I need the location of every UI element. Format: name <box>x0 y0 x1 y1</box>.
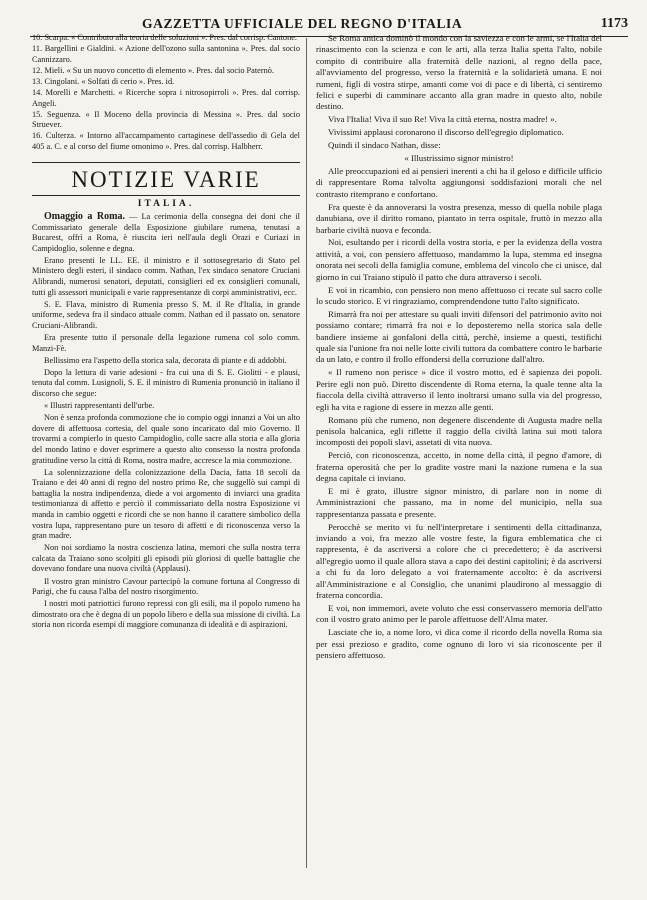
section-title: NOTIZIE VARIE <box>32 167 300 196</box>
article-paragraph: Bellissimo era l'aspetto della storica sala, decorata di piante e di addobbi. <box>44 355 287 365</box>
article-paragraph: Romano più che rumeno, non degenere discendente di Augusta madre nella penisola balcanica, egli riflette il raggio della civiltà latina sui moti talora incomposti dei popoli slavi, assetati di vita nuova. <box>316 414 602 448</box>
section-subtitle: ITALIA. <box>137 198 195 209</box>
list-item: 13. Cingolani. « Solfati di cerio ». Pres. id. <box>32 76 175 86</box>
article-paragraph: E mi è grato, illustre signor ministro, di parlare non in nome di Amministrazioni che passano, ma in nome del municipio, nella sua rappresentanza passata e presente. <box>316 485 602 519</box>
article-lead: Omaggio a Roma. <box>44 210 125 222</box>
article-paragraph: Rimarrà fra noi per attestare su quali inviti difensori del patrimonio avito noi possiamo contare; rimarrà fra noi e lo deposteremo nella storica sala delle bandiere insieme ai gonfaloni della città, perchè, insieme a questi, testifichi quale sia l'unione fra noi nelle lotte civili tuttora da combattere contro le barbarie da un lato, e contro il frollo effondersi della corruzione dall'altro. <box>316 308 602 365</box>
list-item: 10. Scarpa. « Contributo alla teoria delle soluzioni ». Pres. dal corrisp. Cantone. <box>32 33 297 42</box>
article-paragraph: E voi, non immemori, avete voluto che essi conservassero memoria dell'atto con il vostro grato animo per le parole affettuose dell'Alma mater. <box>316 603 602 625</box>
article-paragraph: « Il rumeno non perisce » dice il vostro motto, ed è sapienza dei popoli. Perire egli non può. Diretto discendente di Roma eterna, la quale tenne alta la fiaccola della civiltà attraverso il lento inoltrarsi umano sulla via del progresso, egli ha vita e ragione di essere in mezzo alle genti. <box>316 367 602 412</box>
speech-salutation: « Illustrissimo signor ministro! <box>404 153 514 164</box>
article-paragraph: Fra queste è da annoverarsi la vostra presenza, messo di quella nobile plaga danubiana, ove il diritto romano, piantato in terra ospitale, fruttò in mezzo alla barbarie civiltà nuova e feconda. <box>316 201 602 235</box>
list-item: 11. Bargellini e Gialdini. « Azione dell'ozono sulla santonina ». Pres. dal socio Cannizzaro. <box>32 44 300 64</box>
article-paragraph: Viva l'Italia! Viva il suo Re! Viva la città eterna, nostra madre! ». <box>328 114 557 125</box>
article-paragraph: La solennizzazione della colonizzazione della Dacia, fatta 18 secoli da Traiano e dei 40 anni di regno del nostro primo Re, che suggellò sui campi di battaglia la nostra indipendenza, diede a voi argomento di inviarci una gradita testimonianza di affetto e perciò il commissariato della nostra Esposizione vi manda in cambio oggetti e ricordi che se non hanno il carattere simbolico della vostra lupa, rappresentano pure un tesoro di affetti e di riconoscenza verso la gran madre. <box>32 467 300 541</box>
article-paragraph: Erano presenti le LL. EE. il ministro e il sottosegretario di Stato pel Ministero degli esteri, il sindaco comm. Nathan, l'ex sindaco senatore Cruciani Alibrandi, numerosi senatori, deputati, consiglieri ed ex consiglieri comunali, tutti gli assessori municipali e varie rappresentanze di corpi amministrativi, ecc. <box>32 255 300 297</box>
column-divider <box>306 38 307 868</box>
article-paragraph: Vivissimi applausi coronarono il discorso dell'egregio diplomatico. <box>328 127 564 138</box>
article-paragraph: Perocchè se merito vi fu nell'interpretare i sentimenti della cittadinanza, inviando a voi, fra mezzo alle vostre feste, la figura emblematica che ci rappresenta, è da ascriversi a colore che ci precedettero; è da ascriversi all'egregio uomo il quale allora stava a capo dei destini capitolini; è da ascriversi a chi fu da loro delegato a voi fraternamente accolto: è da ascriversi all'Amministrazione e al Consiglio, che unanimi plaudirono al messaggio di fraterna concordia. <box>316 521 602 601</box>
article-paragraph: I nostri moti patriottici furono repressi con gli esili, ma il popolo rumeno ha dimostrato ora che è degna di un popolo libero e della sua missione di civiltà. La storia non ricorda esempi di maggiore comunanza di idealità e di aspirazioni. <box>32 599 300 630</box>
article-paragraph: Non noi sordiamo la nostra coscienza latina, memori che sulla nostra terra calcata da Traiano sono scolpiti gli episodi più gloriosi di quelle battaglie che dovevano fondare una nuova civiltà (Applausi). <box>32 543 300 574</box>
article-paragraph: Non è senza profonda commozione che io compio oggi innanzi a Voi un alto dovere di affettuosa cortesia, del quale sono incaricato dal mio Governo. Il trovarmi a compierlo in questo Campidoglio, colle sacre alla storia e alla gloria del mondo latino e dover esprimere a questo alto consesso la nostra profonda gratitudine verso la città di Roma, nostra madre, accresce la mia commozione. <box>32 413 300 465</box>
article-paragraph: Se Roma antica dominò il mondo con la saviezza e con le armi, se l'Italia del rinascimento con la scienza e con le arti, alla terza Italia spetta l'alto, nobile compito di contribuire alla fraternità delle nazioni, al regno della pace, all'avviamento del progresso, verso la fraternità e la solidarietà umana. E noi rumeni, figli di vostra stirpe, amanti come voi di pace e di libertà, ci sentiremo felici e superbi di camminare accanto alla gran madre in questo alto, nobile destino. <box>316 33 602 112</box>
list-item: 16. Culterza. « Intorno all'accampamento cartaginese dell'assedio di Gela del 405 a. C. e al corso del fiume omonimo ». Pres. dal corrisp. Halbherr. <box>32 131 300 151</box>
article-paragraph: Era presente tutto il personale della legazione rumena col solo comm. Manzi-Fè. <box>32 332 300 353</box>
left-column <box>32 33 300 633</box>
article-paragraph: Perciò, con riconoscenza, accetto, in nome della città, il pegno d'amore, di fraterna operosità che per lo gradite vostre mani la nazione rumena e la sua degna capitale ci inviano. <box>316 450 602 484</box>
article-paragraph: Il vostro gran ministro Cavour partecipò la comune fortuna al Congresso di Parigi, che fu causa l'alba del nostro risorgimento. <box>32 576 300 597</box>
article-paragraph: S. E. Flava, ministro di Rumenia presso S. M. il Re d'Italia, in grande uniforme, sedeva fra il sindaco attuale comm. Nathan ed il passato on. senatore Cruciani-Alibrandi. <box>32 299 300 330</box>
speech-salutation: « Illustri rappresentanti dell'urbe. <box>44 401 155 411</box>
article-paragraph: Quindi il sindaco Nathan, disse: <box>328 140 441 151</box>
section-rule <box>32 162 300 163</box>
right-column <box>316 33 602 663</box>
article-paragraph: Alle preoccupazioni ed ai pensieri inerenti a chi ha il geloso e difficile ufficio di rappresentare Roma talvolta aggiungonsi soddisfazioni morali che nel contrasto ritemprano e confortano. <box>316 165 602 199</box>
list-item: 12. Mieli. « Su un nuovo concetto di elemento ». Pres. dal socio Paternò. <box>32 65 274 75</box>
list-item: 15. Seguenza. « Il Moceno della provincia di Messina ». Pres. dal socio Struever. <box>32 109 300 130</box>
communications-list <box>32 33 300 153</box>
article-paragraph: Omaggio a Roma. — La cerimonia della consegna dei doni che il Commissariato generale della Esposizione giubilare rumena, tenutasi a Bucarest, offrì a Roma, è riuscita ieri nell'aula degli Orazi e Curiazi in Campidoglio, solenne e degna. <box>32 210 300 253</box>
article-paragraph: Lasciate che io, a nome loro, vi dica come il ricordo della novella Roma sia per essi prezioso e gradito, come ognuno di loro vi sia riconoscente per il pensiero affettuoso. <box>316 627 602 661</box>
article-paragraph: E voi in ricambio, con pensiero non meno affettuoso ci recate sul sacro colle lo scudo storico. E vi ringraziamo, comprendendone tutto l'alto significato. <box>316 284 602 306</box>
page-number: 1173 <box>600 16 628 31</box>
article-paragraph: Dopo la lettura di varie adesioni - fra cui una di S. E. Giolitti - e plausi, tenuta dal comm. Lusignoli, S. E. il ministro di Rumenia pronunciò in italiano il discorso che segue: <box>32 367 300 398</box>
newspaper-title: GAZZETTA UFFICIALE DEL REGNO D'ITALIA <box>142 16 463 31</box>
list-item: 14. Morelli e Marchetti. « Ricerche sopra i nitrosopirroli ». Pres. dal corrisp. Angeli. <box>32 87 300 108</box>
article-paragraph: Noi, esultando per i ricordi della vostra storia, e per la evidenza della vostra attività, a voi, con pensiero affettuoso, mandammo la lupa, stemma ed insegna onorata nei secoli della famiglia comune, emblema del vincolo che ci unisce, dal giorno in cui Traiano stipulò il patto che dura attraverso i secoli. <box>316 237 602 282</box>
